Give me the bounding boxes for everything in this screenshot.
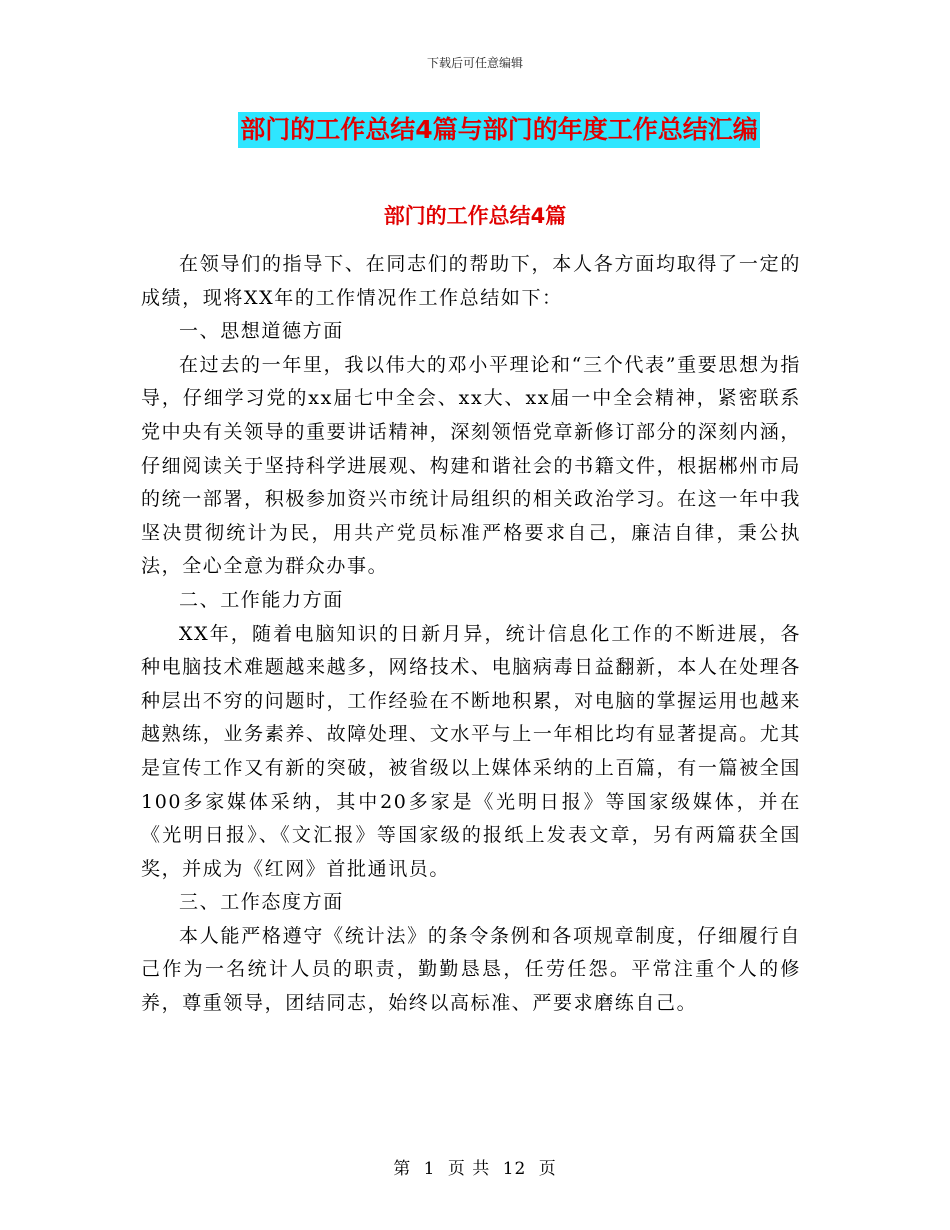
footer-page-number: 1 [423, 1159, 436, 1179]
paragraph-intro: 在领导们的指导下、在同志们的帮助下，本人各方面均取得了一定的成绩，现将XX年的工作情况作工作总结如下： [141, 253, 801, 309]
paragraph-section-2: XX年，随着电脑知识的日新月异，统计信息化工作的不断进展，各种电脑技术难题越来越多，网络技术、电脑病毒日益翻新，本人在处理各种层出不穷的问题时，工作经验在不断地积累，对电脑的掌握运用也越来越熟练，业务素养、故障处理、文水平与上一年相比均有显著提高。尤其是宣传工作又有新的突破，被省级以上媒体采纳的上百篇，有一篇被全国100多家媒体采纳，其中20多家是《光明日报》等国家级媒体，并在《光明日报》、《文汇报》等国家级的报纸上发表文章，另有两篇获全国奖，并成为《红网》首批通讯员。 [141, 622, 801, 880]
section-heading-3: 三、工作态度方面 [179, 891, 344, 914]
document-body [141, 248, 801, 1021]
footer-prefix: 第 [393, 1159, 412, 1179]
main-title-wrapper [0, 112, 950, 148]
footer-middle: 页 共 [447, 1159, 491, 1179]
section-heading-1: 一、思想道德方面 [179, 320, 344, 343]
paragraph-section-1: 在过去的一年里，我以伟大的邓小平理论和“三个代表”重要思想为指导，仔细学习党的xx届七中全会、xx大、xx届一中全会精神，紧密联系党中央有关领导的重要讲话精神，深刻领悟党章新修订部分的深刻内涵，仔细阅读关于坚持科学进展观、构建和谐社会的书籍文件，根据郴州市局的统一部署，积极参加资兴市统计局组织的相关政治学习。在这一年中我坚决贯彻统计为民，用共产党员标准严格要求自己，廉洁自律，秉公执法，全心全意为群众办事。 [141, 353, 801, 578]
page-footer [0, 1154, 950, 1179]
header-note: 下载后可任意编辑 [426, 56, 523, 70]
section-heading-2: 二、工作能力方面 [179, 588, 344, 611]
main-title: 部门的工作总结4篇与部门的年度工作总结汇编 [238, 112, 759, 148]
footer-total-pages: 12 [502, 1159, 527, 1179]
footer-suffix: 页 [538, 1159, 557, 1179]
sub-title: 部门的工作总结4篇 [383, 204, 567, 228]
paragraph-section-3: 本人能严格遵守《统计法》的条令条例和各项规章制度，仔细履行自己作为一名统计人员的职责，勤勤恳恳，任劳任怨。平常注重个人的修养，尊重领导，团结同志，始终以高标准、严要求磨练自己。 [141, 924, 801, 1015]
